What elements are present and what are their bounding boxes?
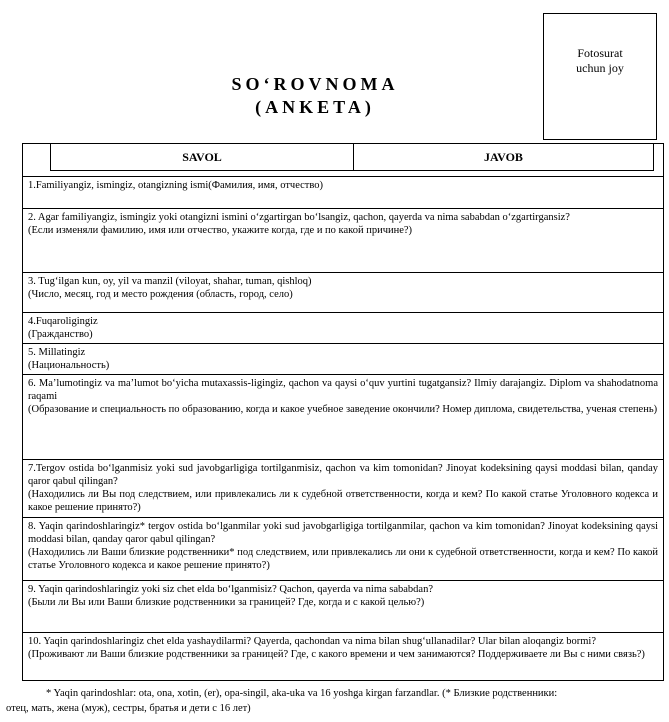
photo-label-line2: uchun joy xyxy=(576,61,624,75)
table-header xyxy=(50,143,654,171)
question-ru: (Гражданство) xyxy=(28,329,93,340)
header-question: SAVOL xyxy=(51,144,354,170)
question-ru: (Находились ли Ваши близкие родственники* под следствием, или привлекались ли они к судебной ответственности, когда и кем? По какой статье Уголовного кодекса и какое решение принято?) xyxy=(28,547,658,571)
question-uz: 7.Tergov ostida bo‘lganmisiz yoki sud javobgarligiga tortilganmisiz, qachon va kim tomonidan? Jinoyat kodeksining qaysi moddasi bilan, qanday qaror qabul qilingan? xyxy=(28,463,658,487)
question-uz: 3. Tug‘ilgan kun, oy, yil va manzil (viloyat, shahar, tuman, qishloq) xyxy=(28,276,312,287)
question-row-8[interactable] xyxy=(22,517,664,580)
question-uz: 6. Ma’lumotingiz va ma’lumot bo‘yicha mutaxassis-ligingiz, qachon va qaysi o‘quv yurtini tugatgansiz? Ilmiy darajangiz. Diplom va shahodatnoma raqami xyxy=(28,378,658,402)
question-uz: 2. Agar familiyangiz, ismingiz yoki otangizni ismini o‘zgartirgan bo‘lsangiz, qachon, qayerda va nima sababdan o‘zgartirgansiz? xyxy=(28,212,570,223)
question-uz: 10. Yaqin qarindoshlaringiz chet elda yashaydilarmi? Qayerda, qachondan va nima bilan shug‘ullanadilar? Ular bilan aloqangiz bormi? xyxy=(28,636,596,647)
question-row-10[interactable] xyxy=(22,632,664,681)
question-row-7[interactable] xyxy=(22,459,664,517)
footnote xyxy=(6,686,661,716)
question-row-9[interactable] xyxy=(22,580,664,632)
question-row-2[interactable] xyxy=(22,208,664,272)
question-row-6[interactable] xyxy=(22,374,664,459)
question-ru: (Проживают ли Ваши близкие родственники за границей? Где, с какого времени и чем занимаются? Поддерживаете ли Вы с ними связь?) xyxy=(28,649,645,660)
document-title: SO‘ROVNOMA xyxy=(231,74,399,94)
question-ru: (Национальность) xyxy=(28,360,110,371)
question-row-1[interactable] xyxy=(22,176,664,208)
question-ru: (Число, месяц, год и место рождения (область, город, село) xyxy=(28,289,293,300)
question-uz: 9. Yaqin qarindoshlaringiz yoki siz chet elda bo‘lganmisiz? Qachon, qayerda va nima sababdan? xyxy=(28,584,434,595)
question-ru: (Образование и специальность по образованию, когда и какое учебное заведение окончили? Номер диплома, свидетельства, ученая степень) xyxy=(28,404,658,415)
question-ru: (Были ли Вы или Ваши близкие родственники за границей? Где, когда и с какой целью?) xyxy=(28,597,425,608)
photo-label-line1: Fotosurat xyxy=(577,46,623,60)
footnote-line1: * Yaqin qarindoshlar: ota, ona, xotin, (er), opa-singil, aka-uka va 16 yoshga kirgan farzandlar. (* Близкие родственники: xyxy=(46,688,558,699)
footnote-line2: отец, мать, жена (муж), сестры, братья и дети с 16 лет) xyxy=(6,703,251,714)
question-ru: (Находились ли Вы под следствием, или привлекались ли к судебной ответственности, когда и кем? По какой статье Уголовного кодекса и какое решение принято?) xyxy=(28,489,658,513)
question-row-3[interactable] xyxy=(22,272,664,312)
question-row-4[interactable] xyxy=(22,312,664,343)
question-uz: 1.Familiyangiz, ismingiz, otangizning ismi(Фамилия, имя, отчество) xyxy=(28,180,324,191)
question-row-5[interactable] xyxy=(22,343,664,374)
header-answer: JAVOB xyxy=(484,149,523,164)
photo-placeholder xyxy=(543,13,657,140)
document-subtitle: (ANKETA) xyxy=(255,97,375,117)
question-uz: 8. Yaqin qarindoshlaringiz* tergov ostida bo‘lganmilar yoki sud javobgarligiga tortilganmilar, qachon va kim tomonidan? Jinoyat kodeksining qaysi moddasi bilan, qanday qaror qabul qilingan? xyxy=(28,521,658,545)
question-ru: (Если изменяли фамилию, имя или отчество, укажите когда, где и по какой причине?) xyxy=(28,225,413,236)
question-uz: 4.Fuqaroligingiz xyxy=(28,316,98,327)
question-uz: 5. Millatingiz xyxy=(28,347,86,358)
